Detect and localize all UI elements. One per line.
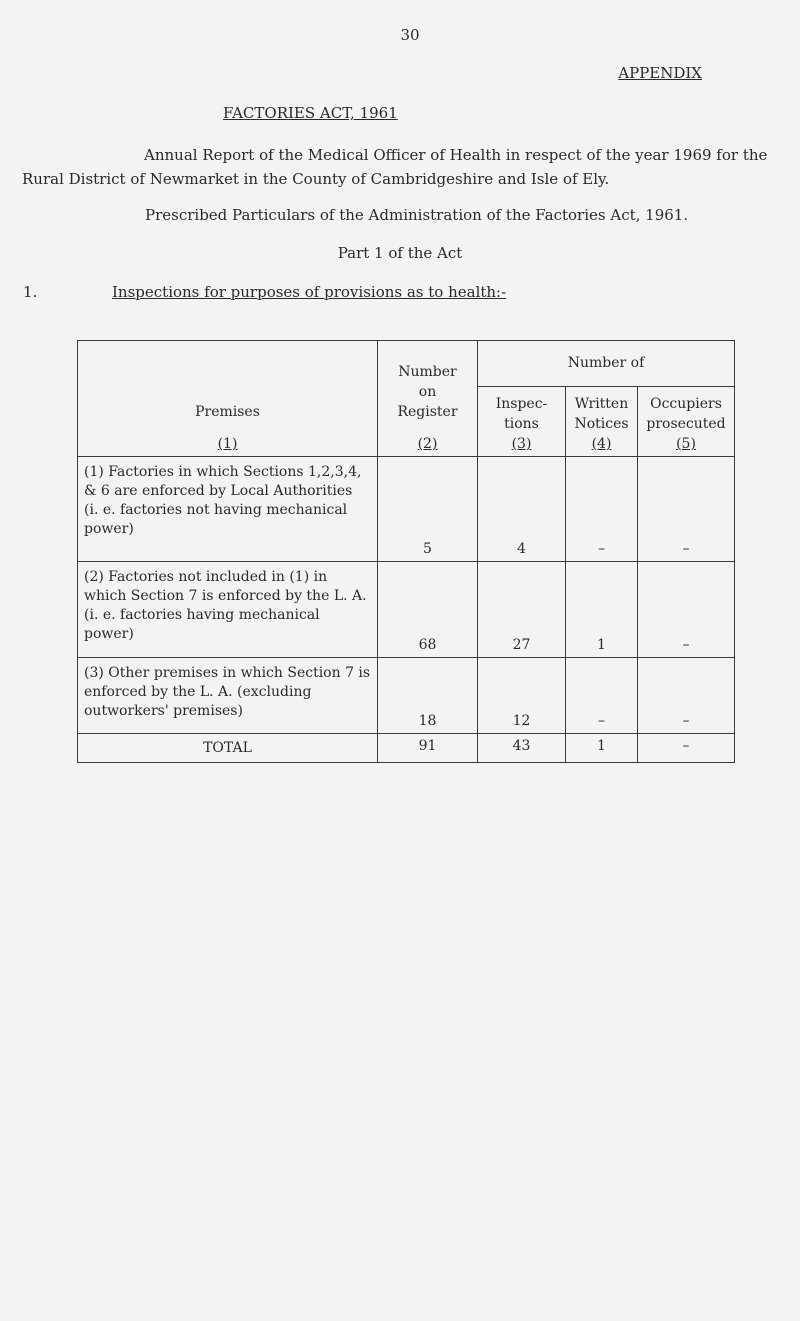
particulars-line: Prescribed Particulars of the Administration of the Factories Act, 1961.: [145, 206, 689, 224]
row-prosecuted: –: [638, 562, 735, 658]
row-register: 68: [378, 562, 478, 658]
header-prosecuted: Occupiers prosecuted (5): [638, 387, 735, 457]
inspections-table: [77, 340, 735, 763]
section-title: Inspections for purposes of provisions as to health:-: [112, 283, 507, 301]
row-prosecuted: –: [638, 457, 735, 562]
row-premises: (2) Factories not included in (1) in which Section 7 is enforced by the L. A. (i. e. factories having mechanical power): [78, 562, 378, 658]
header-premises-number: (1): [217, 436, 238, 452]
row-notices: –: [566, 457, 638, 562]
page-number: 30: [400, 26, 420, 44]
header-notices: Written Notices (4): [566, 387, 638, 457]
header-register-number: (2): [417, 436, 438, 452]
total-notices: 1: [566, 734, 638, 763]
row-notices: –: [566, 658, 638, 734]
total-label: TOTAL: [78, 734, 378, 763]
row-register: 18: [378, 658, 478, 734]
total-row: [78, 734, 735, 763]
total-register: 91: [378, 734, 478, 763]
total-inspections: 43: [478, 734, 566, 763]
section-number: 1.: [23, 283, 38, 301]
row-register: 5: [378, 457, 478, 562]
table-row: [78, 457, 735, 562]
row-prosecuted: –: [638, 658, 735, 734]
header-register: Number on Register (2): [378, 341, 478, 457]
appendix-heading: APPENDIX: [618, 64, 702, 82]
table-row: [78, 658, 735, 734]
row-inspections: 12: [478, 658, 566, 734]
table-row: [78, 562, 735, 658]
row-notices: 1: [566, 562, 638, 658]
intro-paragraph: Annual Report of the Medical Officer of Health in respect of the year 1969 for the Rural District of Newmarket in the County of Cambridgeshire and Isle of Ely.: [22, 146, 768, 188]
total-prosecuted: –: [638, 734, 735, 763]
header-premises: Premises (1): [78, 341, 378, 457]
part-heading: Part 1 of the Act: [337, 244, 463, 262]
row-inspections: 4: [478, 457, 566, 562]
header-inspections: Inspec- tions (3): [478, 387, 566, 457]
row-premises: (1) Factories in which Sections 1,2,3,4, & 6 are enforced by Local Authorities (i. e. factories not having mechanical power): [78, 457, 378, 562]
act-title: FACTORIES ACT, 1961: [223, 104, 398, 122]
header-number-of: Number of: [478, 341, 735, 387]
row-premises: (3) Other premises in which Section 7 is enforced by the L. A. (excluding outworkers' premises): [78, 658, 378, 734]
row-inspections: 27: [478, 562, 566, 658]
